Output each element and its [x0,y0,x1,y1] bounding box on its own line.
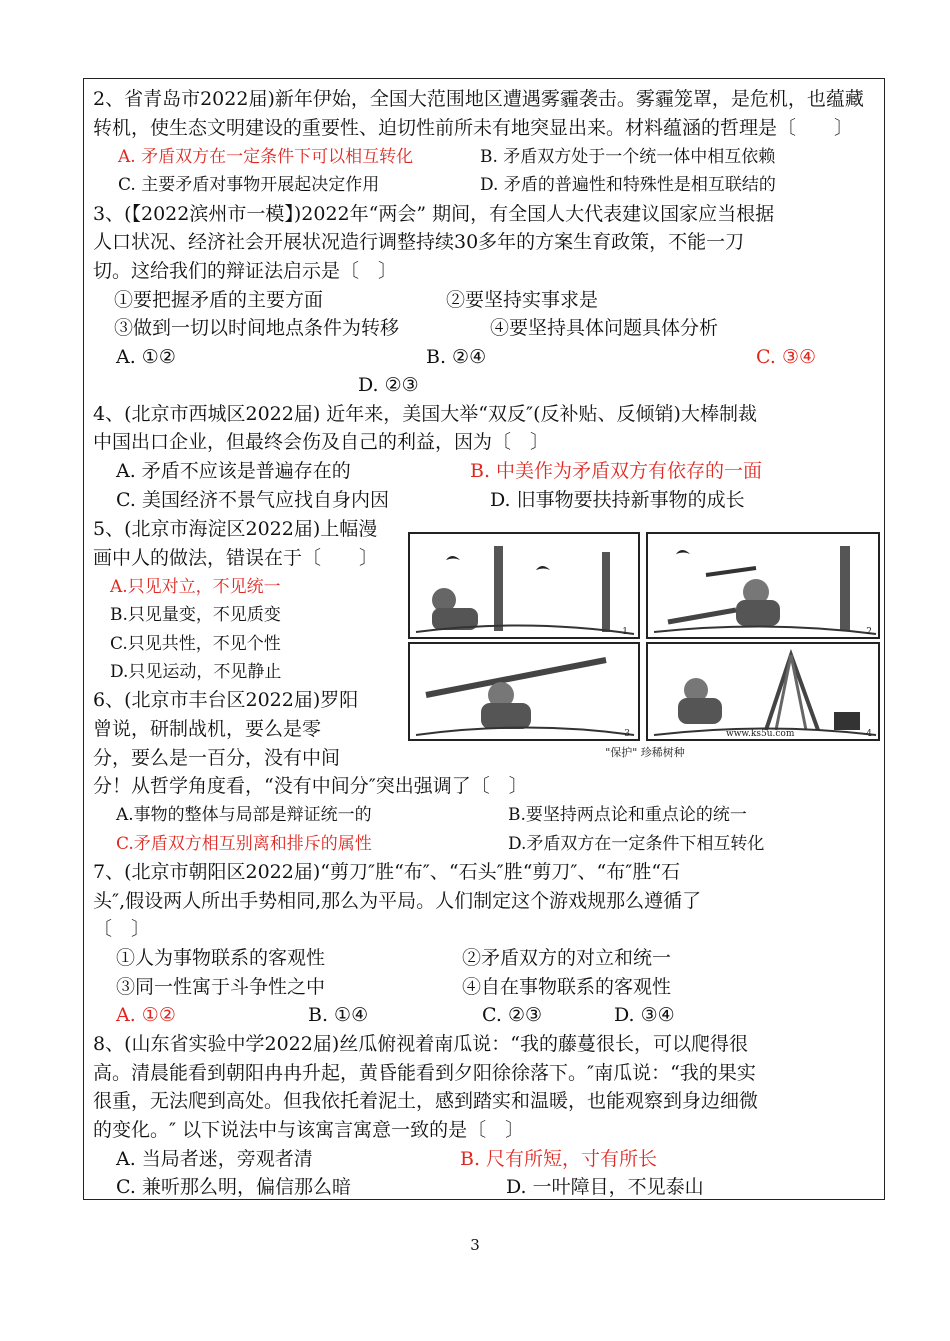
q8-stem-line3: 很重，无法爬到高处。但我依托着泥土，感到踏实和温暖，也能观察到身边细微 [93,1090,759,1112]
q5-option-d: D.只见运动，不见静止 [110,662,282,682]
q8-option-d: D. 一叶障目，不见泰山 [506,1176,704,1198]
q8-option-c: C. 兼听那么明，偏信那么暗 [116,1176,351,1198]
cartoon-caption: "保护" 珍稀树种 [605,746,685,759]
q2-option-c: C. 主要矛盾对事物开展起决定作用 [118,175,380,195]
q8-option-a: A. 当局者迷，旁观者清 [116,1148,313,1170]
q2-option-b: B. 矛盾双方处于一个统一体中相互依赖 [480,147,776,167]
q8-option-b-answer: B. 尺有所短，寸有所长 [460,1148,658,1170]
q2-stem-line2: 转机，使生态文明建设的重要性、迫切性前所未有地突显出来。材料蕴涵的哲理是〔 〕 [93,117,854,139]
q6-stem-line2: 曾说，研制战机，要么是零 [93,718,322,740]
q4-option-c: C. 美国经济不景气应找自身内因 [116,489,389,511]
q7-statement-3: ③同一性寓于斗争性之中 [116,976,326,998]
q5-stem-line1: 5、(北京市海淀区2022届)上幅漫 [93,518,378,540]
q3-option-c-answer: C. ③④ [756,346,817,368]
q7-option-c: C. ②③ [482,1004,543,1026]
cartoon-panel-number: 4 [866,729,872,739]
q8-stem-line1: 8、(山东省实验中学2022届)丝瓜俯视着南瓜说：“我的藤蔓很长，可以爬得很 [93,1033,748,1055]
q7-stem-line2: 头″,假设两人所出手势相同,那么为平局。人们制定这个游戏规那么遵循了 [93,890,702,912]
cartoon-drawing [406,530,884,762]
q3-stem-line2: 人口状况、经济社会开展状况造行调整持续30多年的方案生育政策，不能一刀 [93,231,745,253]
q8-stem-line2: 高。清晨能看到朝阳冉冉升起，黄昏能看到夕阳徐徐落下。″南瓜说：“我的果实 [93,1062,756,1084]
q3-option-d: D. ②③ [358,374,419,396]
q3-statement-2: ②要坚持实事求是 [446,289,599,311]
q7-statement-1: ①人为事物联系的客观性 [116,947,326,969]
q3-statement-1: ①要把握矛盾的主要方面 [114,289,324,311]
q6-option-b: B.要坚持两点论和重点论的统一 [508,805,747,825]
q5-option-b: B.只见量变，不见质变 [110,605,281,625]
q6-option-a: A.事物的整体与局部是辩证统一的 [116,805,372,825]
q3-statement-3: ③做到一切以时间地点条件为转移 [114,317,400,339]
q3-stem-line3: 切。这给我们的辩证法启示是〔 〕 [93,260,398,282]
q4-option-a: A. 矛盾不应该是普遍存在的 [116,460,351,482]
q7-option-a-answer: A. ①② [116,1004,176,1026]
cartoon-watermark: www.ks5u.com [726,729,795,739]
cartoon-panel-number: 3 [624,729,630,739]
q6-option-c-answer: C.矛盾双方相互别离和排斥的属性 [116,834,372,854]
q6-stem-line1: 6、(北京市丰台区2022届)罗阳 [93,689,359,711]
q6-stem-line3: 分，要么是一百分，没有中间 [93,747,341,769]
q2-option-d: D. 矛盾的普遍性和特殊性是相互联结的 [480,175,776,195]
q2-stem-line1: 2、省青岛市2022届)新年伊始，全国大范围地区遭遇雾霾袭击。雾霾笼罩，是危机，也蕴藏 [93,88,864,110]
q7-statement-2: ②矛盾双方的对立和统一 [462,947,672,969]
q6-option-d: D.矛盾双方在一定条件下相互转化 [508,834,765,854]
q4-stem-line1: 4、(北京市西城区2022届) 近年来，美国大举“双反″(反补贴、反倾销)大棒制裁 [93,403,757,425]
q4-option-d: D. 旧事物要扶持新事物的成长 [490,489,745,511]
cartoon-image [406,530,884,762]
q5-option-c: C.只见共性，不见个性 [110,634,281,654]
q7-statement-4: ④自在事物联系的客观性 [462,976,672,998]
q4-stem-line2: 中国出口企业，但最终会伤及自己的利益，因为〔 〕 [93,431,550,453]
q5-stem-line2: 画中人的做法，错误在于〔 〕 [93,547,379,569]
q3-statement-4: ④要坚持具体问题具体分析 [490,317,719,339]
q8-stem-line4: 的变化。″ 以下说法中与该寓言寓意一致的是〔 〕 [93,1119,525,1141]
q3-option-b: B. ②④ [426,346,487,368]
cartoon-panel-number: 1 [622,627,628,637]
q7-option-b: B. ①④ [308,1004,369,1026]
cartoon-panel-number: 2 [866,627,872,637]
q3-stem-line1: 3、(【2022滨州市一模】)2022年“两会” 期间，有全国人大代表建议国家应当根据 [93,203,775,225]
q4-option-b-answer: B. 中美作为矛盾双方有依存的一面 [470,460,763,482]
q7-stem-line1: 7、(北京市朝阳区2022届)“剪刀″胜“布″、“石头″胜“剪刀″、“布″胜“石 [93,861,681,883]
page-number: 3 [470,1236,480,1254]
q2-option-a-answer: A. 矛盾双方在一定条件下可以相互转化 [118,147,414,167]
q6-stem-line4: 分！从哲学角度看，“没有中间分″突出强调了〔 〕 [93,775,528,797]
q3-option-a: A. ①② [116,346,176,368]
q7-stem-line3: 〔 〕 [93,918,151,940]
q5-option-a-answer: A.只见对立，不见统一 [110,577,281,597]
q7-option-d: D. ③④ [614,1004,675,1026]
